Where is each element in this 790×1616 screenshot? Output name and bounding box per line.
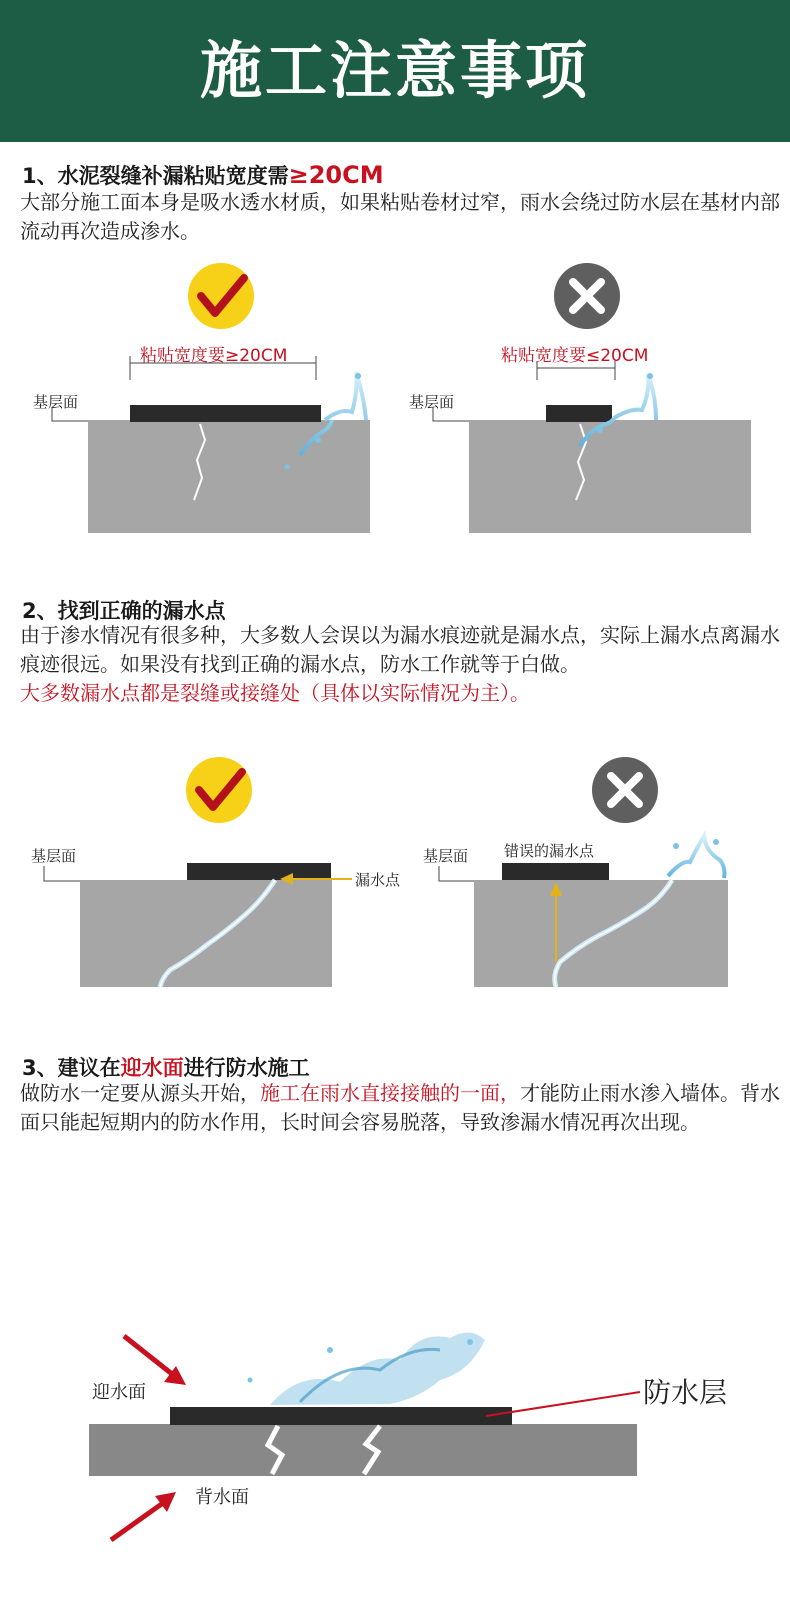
page-title: 施工注意事项 — [199, 34, 590, 107]
base-slab — [80, 880, 332, 987]
section3-desc-post: 才能防止雨水渗入墙体。背水面只能起短期内的防水作用，长时间会容易脱落，导致渗漏水情况再次出现。 — [20, 1081, 780, 1134]
upstream-face-label: 迎水面 — [92, 1382, 146, 1403]
section3-title-post: 进行防水施工 — [183, 1056, 310, 1080]
s2-left-diagram — [44, 757, 352, 987]
section3-desc-pre: 做防水一定要从源头开始， — [20, 1081, 260, 1105]
s1-right-base-label: 基层面 — [409, 393, 455, 411]
layer-pointer-line — [486, 1392, 640, 1416]
check-icon — [188, 263, 254, 329]
membrane — [502, 863, 609, 880]
downstream-arrow — [111, 1492, 176, 1540]
s3-diagram — [89, 1332, 640, 1540]
s1-right-diagram — [433, 263, 751, 533]
membrane — [546, 405, 612, 422]
section2-description — [20, 621, 780, 708]
waterproof-layer — [170, 1407, 512, 1425]
section1-description: 大部分施工面本身是吸水透水材质，如果粘贴卷材过窄，雨水会绕过防水层在基材内部流动再次造成渗水。 — [20, 190, 780, 243]
section2-desc-text: 由于渗水情况有很多种，大多数人会误以为漏水痕迹就是漏水点，实际上漏水点离漏水痕迹很远。如果没有找到正确的漏水点，防水工作就等于白做。 — [20, 623, 780, 676]
check-icon — [186, 757, 252, 823]
cross-icon — [592, 757, 658, 823]
s2-left-base-label: 基层面 — [31, 847, 77, 865]
membrane — [187, 863, 331, 880]
s2-right-diagram — [439, 757, 728, 987]
base-label-pointer — [439, 866, 474, 881]
section3-title-pre: 3、建议在 — [22, 1056, 121, 1080]
base-slab — [469, 420, 751, 533]
s2-right-base-label: 基层面 — [423, 847, 469, 865]
waterproof-layer-label: 防水层 — [643, 1376, 728, 1409]
section2-desc-red: 大多数漏水点都是裂缝或接缝处（具体以实际情况为主）。 — [20, 681, 530, 705]
cross-icon — [554, 263, 620, 329]
base-label-pointer — [44, 866, 80, 881]
base-slab — [88, 420, 370, 533]
section2-title: 2、找到正确的漏水点 — [22, 599, 226, 623]
section3-title-highlight: 迎水面 — [120, 1056, 184, 1080]
s1-right-width-label: 粘贴宽度要≤20CM — [501, 346, 649, 366]
membrane — [130, 405, 321, 422]
section3-desc-red: 施工在雨水直接接触的一面， — [260, 1081, 520, 1105]
section1-title-main: 1、水泥裂缝补漏粘贴宽度需 — [22, 164, 289, 188]
section3-title — [22, 1052, 310, 1082]
wrong-leak-point-label: 错误的漏水点 — [504, 842, 595, 860]
s1-left-width-label: 粘贴宽度要≥20CM — [140, 346, 288, 366]
s1-left-base-label: 基层面 — [33, 393, 79, 411]
section3-description — [20, 1079, 780, 1137]
s1-left-diagram — [52, 263, 370, 533]
downstream-face-label: 背水面 — [195, 1487, 249, 1508]
leak-point-label: 漏水点 — [355, 871, 401, 889]
section1-title-highlight: ≥20CM — [288, 161, 384, 189]
wall-slab — [89, 1424, 637, 1476]
